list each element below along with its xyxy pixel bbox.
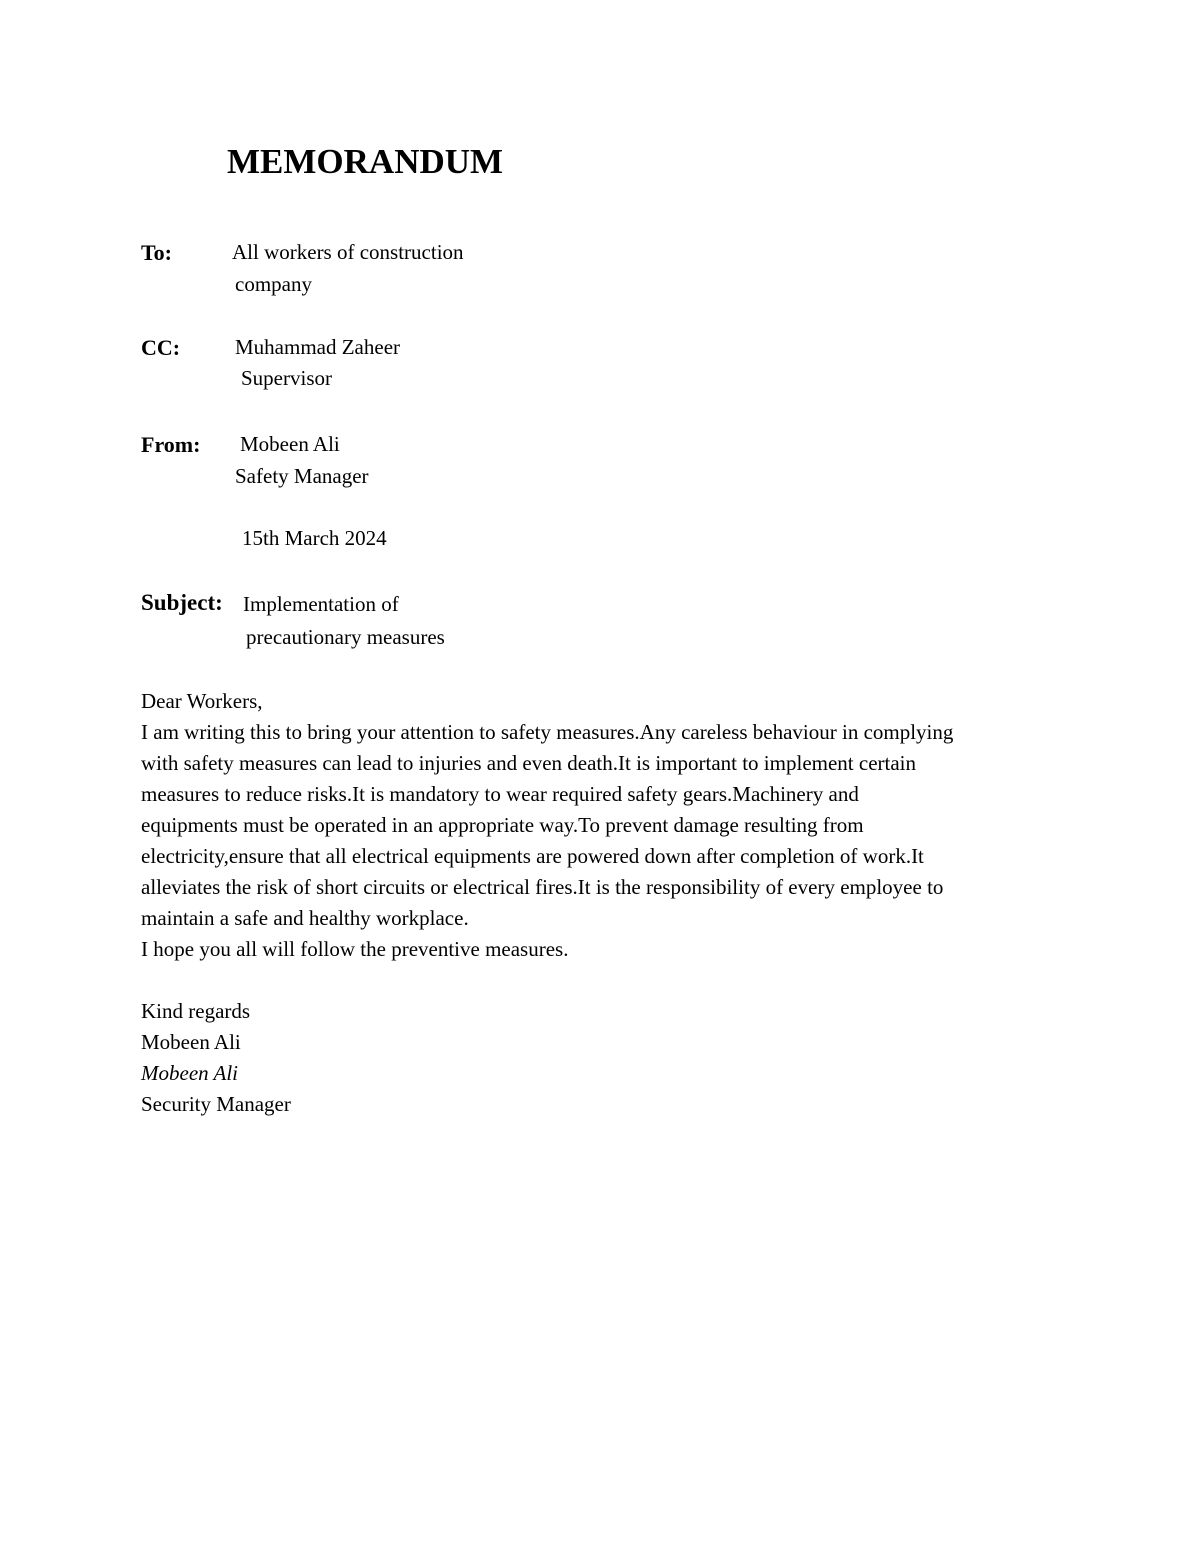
to-line-2: company [235,272,312,296]
cc-line-1: Muhammad Zaheer [235,335,401,359]
subject-label: Subject: [141,590,223,615]
sender-title: Security Manager [141,1092,291,1116]
from-label: From: [141,432,201,457]
memo-date: 15th March 2024 [242,526,387,550]
memo-body [141,686,1061,1120]
cc-line-2: Supervisor [241,366,332,390]
subject-line-2: precautionary measures [246,625,445,649]
body-line: equipments must be operated in an appropriate way.To prevent damage resulting from [141,813,864,837]
sign-off: Kind regards [141,999,251,1023]
body-line: electricity,ensure that all electrical equipments are powered down after completion of work.It [141,844,924,868]
signature: Mobeen Ali [141,1061,239,1085]
sender-name: Mobeen Ali [141,1030,241,1054]
salutation: Dear Workers, [141,689,263,713]
body-line: I am writing this to bring your attention to safety measures.Any careless behaviour in complying [141,720,954,744]
closing-line: I hope you all will follow the preventive measures. [141,937,569,961]
cc-label: CC: [141,335,181,360]
to-label: To: [141,240,172,265]
body-line: alleviates the risk of short circuits or electrical fires.It is the responsibility of every employee to [141,875,944,899]
subject-line-1: Implementation of [243,592,399,616]
body-line: measures to reduce risks.It is mandatory to wear required safety gears.Machinery and [141,782,859,806]
body-line: with safety measures can lead to injuries and even death.It is important to implement certain [141,751,917,775]
body-line: maintain a safe and healthy workplace. [141,906,469,930]
memo-title: MEMORANDUM [227,142,504,181]
to-line-1: All workers of construction [232,240,464,264]
spacer [141,965,1061,996]
from-line-2: Safety Manager [235,464,369,488]
from-line-1: Mobeen Ali [240,432,340,456]
